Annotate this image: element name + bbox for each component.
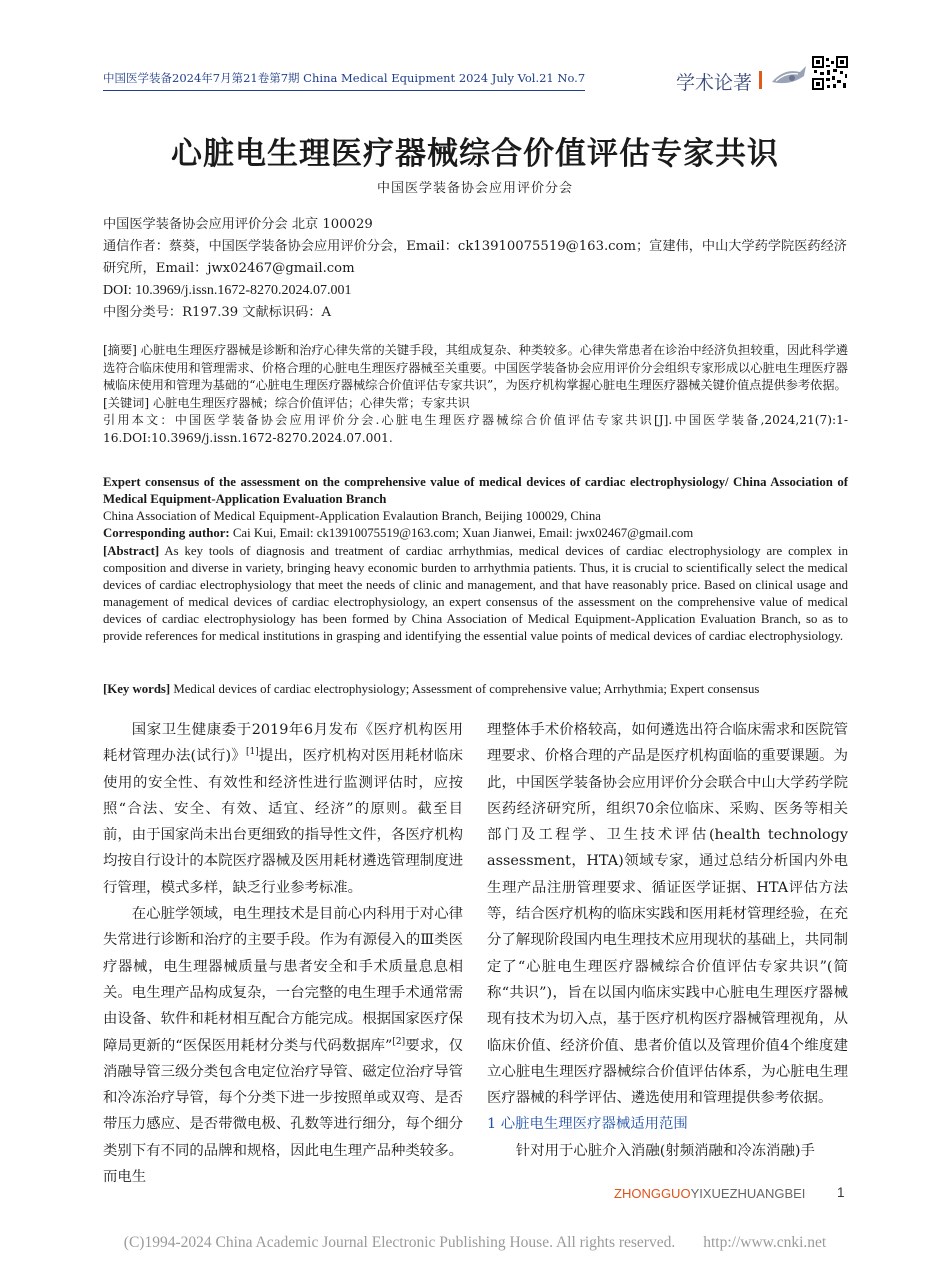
english-affiliation: China Association of Medical Equipment-Application Evalaution Branch, Beijing 100029, China xyxy=(103,509,601,523)
citation-label: 引用本文： xyxy=(103,413,175,428)
reference-2[interactable]: [2] xyxy=(392,1036,406,1047)
journal-brand: ZHONGGUOYIXUEZHUANGBEI xyxy=(614,1186,806,1201)
qr-code-icon xyxy=(812,56,848,90)
page-number: 1 xyxy=(837,1185,845,1200)
copyright-text: (C)1994-2024 China Academic Journal Electronic Publishing House. All rights reserved. xyxy=(123,1234,676,1251)
abstract-cn-text: 心脏电生理医疗器械是诊断和治疗心律失常的关键手段，其组成复杂、种类较多。心律失常患者在诊治中经济负担较重，因此科学遴选符合临床使用和管理需求、价格合理的心脏电生理医疗器械至关重要。中国医学装备协会应用评价分会组织专家形成以心脏电生理医疗器械临床使用和管理为基础的“心脏电生理医疗器械综合价值评估专家共识”，为医疗机构掌握心脏电生理医疗器械关键价值点提供参考依据。 xyxy=(103,343,849,393)
english-keywords-label: [Key words] xyxy=(103,682,171,696)
citation: 中国医学装备协会应用评价分会.心脏电生理医疗器械综合价值评估专家共识[J].中国医学装备,2024,21(7):1-16.DOI:10.3969/j.issn.1672-8270.2024.07.001. xyxy=(103,413,848,445)
english-corresponding-text: Cai Kui, Email: ck13910075519@163.com; Xuan Jianwei, Email: jwx02467@gmail.com xyxy=(232,526,694,540)
copyright-notice xyxy=(0,1234,950,1252)
body-paragraph: 针对用于心脏介入消融(射频消融和冷冻消融)手 xyxy=(515,1142,815,1159)
english-corresponding-label: Corresponding author: xyxy=(103,526,230,540)
body-left-column xyxy=(103,717,463,1190)
classification: 中图分类号：R197.39 文献标识码：A xyxy=(103,305,332,320)
english-keywords-text: Medical devices of cardiac electrophysiology; Assessment of comprehensive value; Arrhythmia; Expert consensus xyxy=(173,682,760,696)
journal-logo-icon xyxy=(770,62,810,92)
running-head: 中国医学装备2024年7月第21卷第7期 China Medical Equipment 2024 July Vol.21 No.7 xyxy=(103,70,585,91)
affiliation: 中国医学装备协会应用评价分会 北京 100029 xyxy=(103,217,373,232)
english-abstract-label: [Abstract] xyxy=(103,544,160,558)
abstract-cn-label: [摘要] xyxy=(103,343,137,357)
reference-1[interactable]: [1] xyxy=(245,747,259,758)
section-tag: 学术论著 xyxy=(676,72,753,94)
paper-title: 心脏电生理医疗器械综合价值评估专家共识 xyxy=(171,136,779,172)
keywords-cn: 心脏电生理医疗器械；综合价值评估；心律失常；专家共识 xyxy=(152,395,470,410)
doi: DOI: 10.3969/j.issn.1672-8270.2024.07.001 xyxy=(103,283,352,298)
english-keywords xyxy=(103,681,848,698)
english-abstract-text: As key tools of diagnosis and treatment of cardiac arrhythmias, medical devices of cardiac electrophysiology are complex in composition and diverse in variety, bringing heavy economic burden to arrhythmia patients. Thus, it is crucial to scientifically select the medical devices of cardiac electrophysiology that meet the needs of clinic and management, and that have reasonably price. Based on clinical usage and management of medical devices of cardiac electrophysiology, an expert consensus of the assessment on the comprehensive value of medical devices of cardiac electrophysiology has been formed by China Association of Medical Equipment-Application Evaluation Branch, so as to provide references for medical institutions in grasping and identifying the essential value points of medical devices of cardiac electrophysiology. xyxy=(103,544,848,643)
english-corresponding xyxy=(103,525,848,542)
body-paragraph: 在心脏学领域，电生理技术是目前心内科用于对心律失常进行诊断和治疗的主要手段。作为有源侵入的Ⅲ类医疗器械，电生理器械质量与患者安全和手术质量息息相关。电生理产品构成复杂，一台完整的电生理手术通常需由设备、软件和耗材相互配合方能完成。根据国家医疗保障局更新的“医保医用耗材分类与代码数据库”[2]要求，仅消融导管三级分类包含电定位治疗导管、磁定位治疗导管和冷冻治疗导管，每个分类下进一步按照单或双弯、是否带压力感应、是否带微电极、孔数等进行细分，每个细分类别下有不同的品牌和规格，因此电生理产品种类较多。而电生 xyxy=(103,906,463,1186)
body-paragraph: 理整体手术价格较高，如何遴选出符合临床需求和医院管理要求、价格合理的产品是医疗机构面临的重要课题。为此，中国医学装备协会应用评价分会联合中山大学药学院医药经济研究所，组织70余位临床、采购、医务等相关部门及工程学、卫生技术评估(health technology assessment，HTA)领域专家，通过总结分析国内外电生理产品注册管理要求、循证医学证据、HTA评估方法等，结合医疗机构的临床实践和医用耗材管理经验，在充分了解现阶段国内电生理技术应用现状的基础上，共同制定了“心脏电生理医疗器械综合价值评估专家共识”(简称“共识”)，旨在以国内临床实践中心脏电生理医疗器械现有技术为切入点，基于医疗机构医疗器械管理视角，从临床价值、经济价值、患者价值以及管理价值4个维度建立心脏电生理医疗器械综合价值评估体系，为心脏电生理医疗器械的科学评估、遴选使用和管理提供参考依据。 xyxy=(487,722,848,1107)
english-title: Expert consensus of the assessment on the comprehensive value of medical devices of cardiac electrophysiology/ China Association of Medical Equipment-Application Evaluation Branch xyxy=(103,475,848,506)
cnki-link[interactable]: http://www.cnki.net xyxy=(703,1234,827,1251)
body-paragraph: 国家卫生健康委于2019年6月发布《医疗机构医用耗材管理办法(试行)》[1]提出，医疗机构对医用耗材临床使用的安全性、有效性和经济性进行监测评估时，应按照“合法、安全、有效、适宜、经济”的原则。截至目前，由于国家尚未出台更细致的指导性文件，各医疗机构均按自行设计的本院医疗器械及医用耗材遴选管理制度进行管理，模式多样，缺乏行业参考标准。 xyxy=(103,722,463,896)
abstract-cn xyxy=(103,342,848,448)
corresponding-author-cn: 通信作者：蔡葵，中国医学装备协会应用评价分会，Email：ck13910075519@163.com；宣建伟，中山大学药学院医药经济研究所，Email：jwx02467@gmail.com xyxy=(103,239,847,276)
author-byline: 中国医学装备协会应用评价分会 xyxy=(376,181,573,196)
section-tag-divider xyxy=(759,71,762,89)
section-heading: 1 心脏电生理医疗器械适用范围 xyxy=(487,1116,688,1133)
body-right-column xyxy=(487,717,848,1164)
english-abstract xyxy=(103,543,848,645)
keywords-cn-label: [关键词] xyxy=(103,395,150,410)
